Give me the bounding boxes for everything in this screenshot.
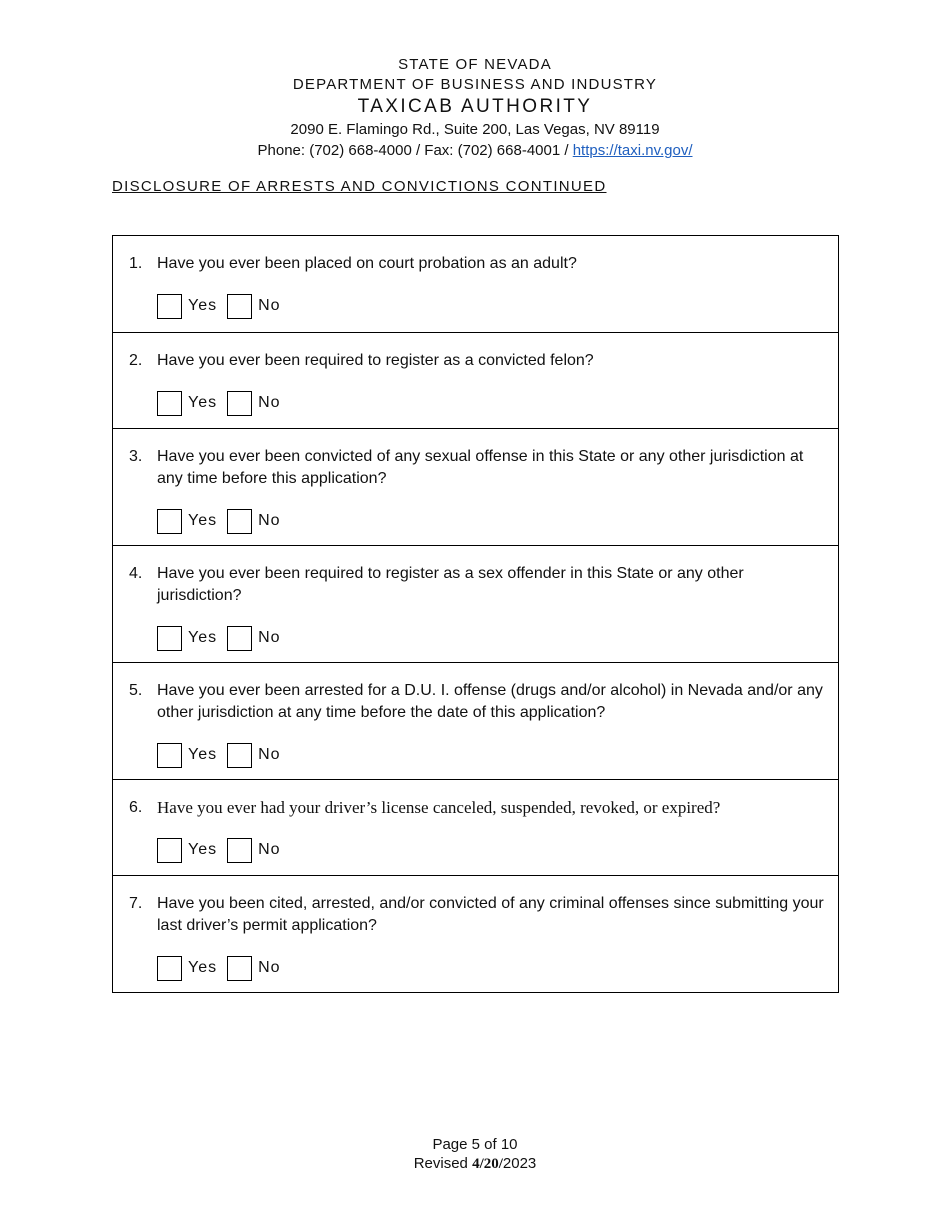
no-label: No [258, 746, 281, 763]
yes-checkbox[interactable] [157, 743, 182, 768]
no-checkbox[interactable] [227, 838, 252, 863]
question-number: 5. [129, 682, 143, 699]
no-checkbox[interactable] [227, 626, 252, 651]
yes-checkbox[interactable] [157, 391, 182, 416]
no-label: No [258, 297, 281, 314]
yes-label: Yes [188, 629, 218, 646]
page-footer [0, 1135, 950, 1174]
question-row-6 [113, 779, 838, 875]
revised-year: 2023 [502, 1155, 537, 1172]
question-text: Have you ever had your driver’s license canceled, suspended, revoked, or expired? [157, 798, 721, 817]
department-name: DEPARTMENT OF BUSINESS AND INDUSTRY [292, 76, 658, 93]
question-number: 1. [129, 255, 143, 272]
yes-label: Yes [188, 841, 218, 858]
no-checkbox[interactable] [227, 509, 252, 534]
revised-date-bold: 4/20/ [472, 1156, 503, 1172]
yes-label: Yes [188, 297, 218, 314]
no-checkbox[interactable] [227, 294, 252, 319]
yes-checkbox[interactable] [157, 294, 182, 319]
no-checkbox[interactable] [227, 956, 252, 981]
no-checkbox[interactable] [227, 391, 252, 416]
question-number: 7. [129, 895, 143, 912]
yes-checkbox[interactable] [157, 956, 182, 981]
question-number: 6. [129, 799, 143, 816]
no-label: No [258, 512, 281, 529]
page-number: Page 5 of 10 [432, 1136, 518, 1153]
yes-label: Yes [188, 959, 218, 976]
question-row-2 [113, 332, 838, 428]
state-name: STATE OF NEVADA [398, 56, 552, 73]
question-number: 4. [129, 565, 143, 582]
question-text: Have you ever been arrested for a D.U. I. offense (drugs and/or alcohol) in Nevada and/or any other jurisdiction at any time before the date of this application? [157, 682, 823, 721]
yes-label: Yes [188, 746, 218, 763]
question-row-4 [113, 545, 838, 662]
question-text: Have you ever been convicted of any sexual offense in this State or any other jurisdiction at any time before this application? [157, 448, 804, 487]
revised-prefix: Revised [413, 1155, 473, 1172]
no-label: No [258, 394, 281, 411]
question-row-7 [113, 875, 838, 992]
question-text: Have you ever been placed on court probation as an adult? [157, 255, 577, 272]
no-label: No [258, 959, 281, 976]
question-number: 3. [129, 448, 143, 465]
contact-line [0, 140, 950, 161]
yes-label: Yes [188, 394, 218, 411]
question-text: Have you ever been required to register as a convicted felon? [157, 352, 594, 369]
address-line: 2090 E. Flamingo Rd., Suite 200, Las Vegas, NV 89119 [290, 121, 660, 138]
question-row-1 [113, 236, 838, 332]
form-header [0, 55, 950, 161]
question-number: 2. [129, 352, 143, 369]
section-title: DISCLOSURE OF ARRESTS AND CONVICTIONS CONTINUED [112, 178, 607, 195]
yes-checkbox[interactable] [157, 509, 182, 534]
question-text: Have you ever been required to register as a sex offender in this State or any other jurisdiction? [157, 565, 744, 604]
yes-checkbox[interactable] [157, 626, 182, 651]
authority-title: TAXICAB AUTHORITY [357, 96, 593, 117]
no-checkbox[interactable] [227, 743, 252, 768]
yes-label: Yes [188, 512, 218, 529]
yes-checkbox[interactable] [157, 838, 182, 863]
question-row-3 [113, 428, 838, 545]
phone-fax-text: Phone: (702) 668-4000 / Fax: (702) 668-4001 / [257, 142, 573, 159]
questions-table [112, 235, 839, 993]
question-text: Have you been cited, arrested, and/or convicted of any criminal offenses since submitting your last driver’s permit application? [157, 895, 824, 934]
revision-date [0, 1154, 950, 1174]
no-label: No [258, 629, 281, 646]
no-label: No [258, 841, 281, 858]
question-row-5 [113, 662, 838, 779]
website-link[interactable]: https://taxi.nv.gov/ [572, 142, 693, 159]
